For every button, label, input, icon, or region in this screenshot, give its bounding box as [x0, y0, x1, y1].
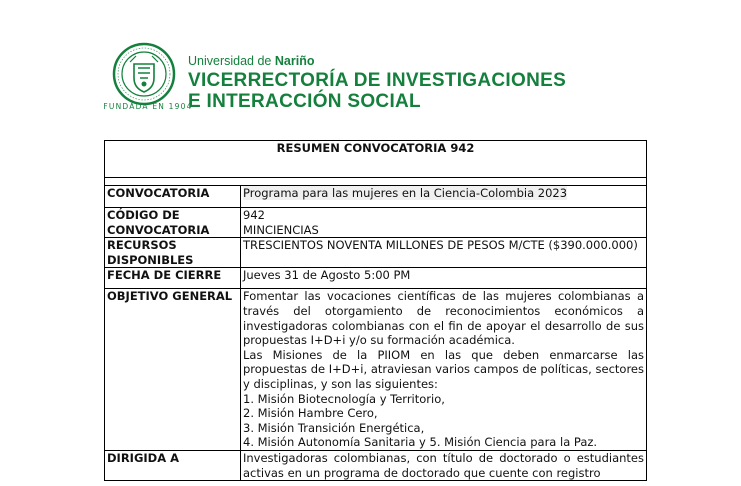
- row-value-cierre: Jueves 31 de Agosto 5:00 PM: [241, 268, 647, 289]
- row-label-dirigida: DIRIGIDA A: [105, 450, 241, 480]
- codigo-value-number: 942: [243, 208, 265, 222]
- summary-table: [104, 140, 647, 481]
- row-label-cierre: FECHA DE CIERRE: [105, 268, 241, 289]
- row-value-recursos: TRESCIENTOS NOVENTA MILLONES DE PESOS M/CTE ($390.000.000): [241, 238, 647, 268]
- mision-item: 2. Misión Hambre Cero,: [243, 406, 378, 421]
- table-row: [105, 186, 647, 208]
- row-label-codigo: [105, 208, 241, 238]
- table-title-row: [105, 141, 647, 178]
- codigo-value-entity: MINCIENCIAS: [243, 222, 319, 237]
- institution-header: [100, 42, 620, 122]
- university-name: [188, 54, 314, 68]
- convocatoria-name: Programa para las mujeres en la Ciencia-Colombia 2023: [243, 186, 568, 200]
- table-row: [105, 450, 647, 480]
- row-label-objetivo: OBJETIVO GENERAL: [105, 289, 241, 451]
- table-row: [105, 268, 647, 289]
- table-row: [105, 289, 647, 451]
- row-value-objetivo: [241, 289, 647, 451]
- vicerrectoria-title-line2: E INTERACCIÓN SOCIAL: [188, 91, 421, 112]
- founded-text: FUNDADA EN 1904: [103, 102, 193, 111]
- row-value-convocatoria: [241, 186, 647, 208]
- codigo-label-line2: CONVOCATORIA: [107, 222, 210, 237]
- objetivo-paragraph-2: Las Misiones de la PIIOM en las que deben enmarcarse las propuestas de I+D+i, atraviesan varios campos de políticas, sectores y disciplinas, y son las siguientes:: [243, 347, 644, 391]
- table-row: [105, 238, 647, 268]
- mision-item: 4. Misión Autonomía Sanitaria y 5. Misión Ciencia para la Paz.: [243, 435, 598, 450]
- mision-item: 1. Misión Biotecnología y Territorio,: [243, 391, 445, 406]
- row-value-codigo: [241, 208, 647, 238]
- objetivo-paragraph-1: Fomentar las vocaciones científicas de las mujeres colombianas a través del otorgamiento de reconocimientos económicos a investigadoras colombianas con el fin de apoyar el desarrollo de sus propuestas I+D+i y/o su formación académica.: [243, 289, 644, 348]
- recursos-label-line1: RECURSOS: [107, 238, 177, 253]
- table-row: [105, 208, 647, 238]
- university-name-bold: Nariño: [274, 54, 315, 68]
- row-value-dirigida: Investigadoras colombianas, con título de doctorado o estudiantes activas en un programa de doctorado que cuente con registro: [241, 450, 647, 480]
- mision-item: 3. Misión Transición Energética,: [243, 420, 425, 435]
- table-title: RESUMEN CONVOCATORIA 942: [105, 141, 647, 178]
- row-label-convocatoria: CONVOCATORIA: [105, 186, 241, 208]
- university-prefix: Universidad de: [188, 54, 272, 68]
- table-spacer-row: [105, 178, 647, 186]
- recursos-label-line2: DISPONIBLES: [107, 252, 194, 267]
- university-seal-icon: [112, 42, 176, 106]
- vicerrectoria-title-line1: VICERRECTORÍA DE INVESTIGACIONES: [188, 70, 567, 91]
- codigo-label-line1: CÓDIGO DE: [107, 208, 180, 222]
- row-label-recursos: [105, 238, 241, 268]
- spacer-cell: [105, 178, 647, 186]
